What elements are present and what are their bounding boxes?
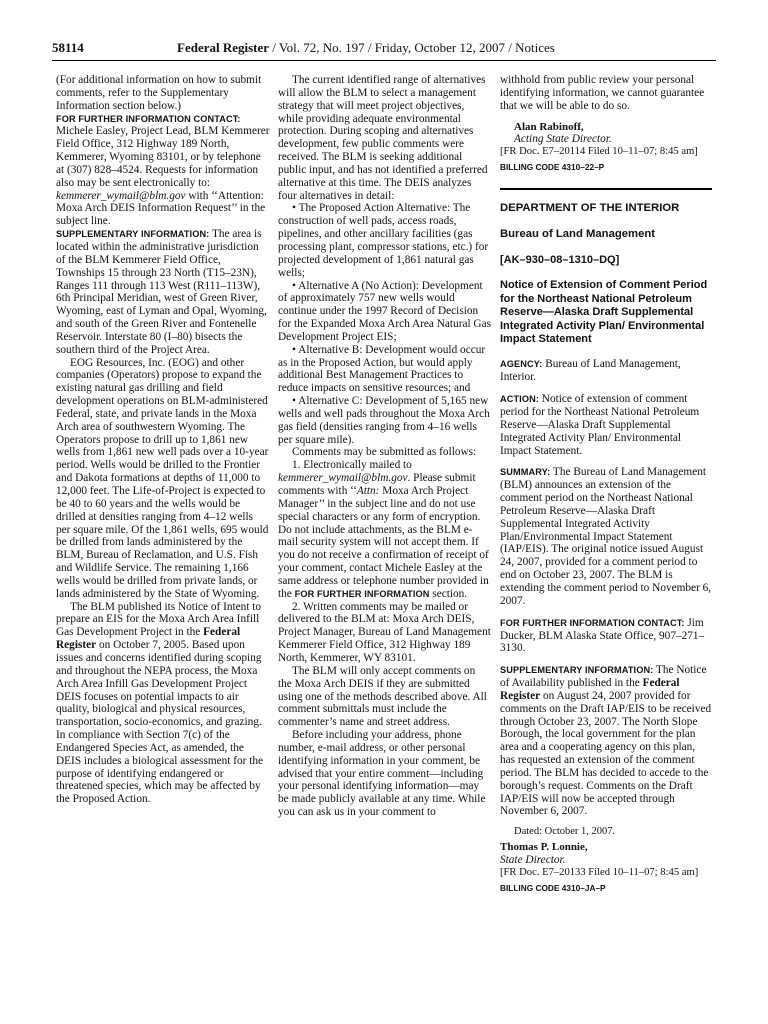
running-header: [52, 40, 716, 61]
fr-doc-line: [FR Doc. E7–20133 Filed 10–11–07; 8:45 am]: [500, 866, 699, 878]
column-3: [500, 74, 712, 895]
paragraph-text: The area is located within the administrative jurisdiction of the BLM Kemmerer Field Office, Townships 15 through 23 North (T15–23N), Ranges 111 through 113 West (R111–113W), 6th Principal Meridian, west of Green River, Wyoming, east of Lyman and Opal, Wyoming, and south of the Green River and Fontenelle Reservoir. Interstate 80 (I–80) bisects the southern third of the Project Area.: [56, 228, 267, 356]
paragraph-text: . Please submit comments with ‘‘: [278, 472, 476, 497]
supplementary-section: [56, 228, 270, 356]
paragraph: Before including your address, phone number, e-mail address, or other personal identifying information in your comment, be advised that your entire comment—including your personal identifying information—may be made publicly available at any time. While you can ask us in your comment to: [278, 729, 486, 819]
contact-section: [56, 113, 270, 229]
paragraph-text: The Bureau of Land Management (BLM) announces an extension of the comment period on the Northeast National Petroleum Reserve—Alaska Draft Supplemental Integrated Activity Plan/Environmental Impact Statement (IAP/EIS). The original notice issued August 24, 2007, provided for a comment period to end on October 23, 2007. The BLM is extending the comment period to November 6, 2007.: [500, 466, 712, 607]
paragraph-text: Notice of extension of comment period for the Northeast National Petroleum Reserve—Alaska Draft Supplemental Integrated Activity Plan/ Environmental Impact Statement.: [500, 393, 700, 457]
paragraph: The BLM will only accept comments on the Moxa Arch DEIS if they are submitted using one of the methods described above. All comment submittals must include the commenter’s name and street address.: [278, 664, 487, 729]
page-number: 58114: [52, 40, 84, 55]
section-label: AGENCY:: [500, 359, 543, 370]
paragraph: EOG Resources, Inc. (EOG) and other companies (Operators) propose to expand the existing natural gas drilling and field development operations on BLM-administered Federal, state, and private lands in the Moxa Arch area of southwestern Wyoming. The Operators propose to drill up to 1,861 new wells from 1,861 new well pads over a 10-year period. Wells would be drilled to the Frontier and Dakota formations at depths of 11,000 to 12,000 feet. The Life-of-Project is expected to be 40 to 60 years and the wells would be drilled at densities ranging from 4–12 wells per square mile. Of the 1,861 wells, 695 would be drilled from lands administered by the BLM, Bureau of Reclamation, and U.S. Fish and Wildlife Service. The remaining 1,166 wells would be drilled from private lands, or lands administered by the State of Wyoming.: [56, 356, 269, 600]
paragraph-text: Michele Easley, Project Lead, BLM Kemmerer Field Office, 312 Highway 189 North, Kemmerer, Wyoming 83101, or by telephone at (307) 828–4524. Requests for information also may be sent electronically to:: [56, 125, 270, 189]
paragraph-text: section.: [429, 587, 468, 600]
paragraph: The current identified range of alternatives will allow the BLM to select a management strategy that will meet project objectives, while providing adequate environmental protection. During scoping and alternatives development, few public comments were received. The BLM is seeking additional public input, and has not identified a preferred alternative at this time. The DEIS analyzes four alternatives in detail:: [278, 74, 488, 202]
paragraph: (For additional information on how to submit comments, refer to the Supplementary Information section below.): [56, 74, 262, 112]
paragraph-text: 1. Electronically mailed to: [292, 459, 412, 472]
paragraph: Comments may be submitted as follows:: [292, 446, 477, 459]
action-section: [500, 393, 712, 457]
docket-number: [AK–930–08–1310–DQ]: [500, 253, 620, 266]
email-address: kemmerer_wymail@blm.gov: [56, 189, 186, 202]
paragraph-text: with ‘‘Attention: Moxa Arch DEIS Information Request’’ in the subject line.: [56, 189, 266, 228]
publication-name: Federal Register: [56, 626, 241, 652]
dated-line: Dated: October 1, 2007.: [514, 826, 616, 838]
list-item: • Alternative C: Development of 5,165 new wells and well pads throughout the Moxa Arch gas field (densities ranging from 4–16 wells per square mile).: [278, 395, 490, 446]
paragraph: [56, 601, 270, 807]
paragraph-text: Moxa Arch Project Manager’’ in the subject line and do not use special characters or any form of encryption. Do not include attachments, as the BLM e-mail security system will not accept them. If you do not receive a confirmation of receipt of your comment, contact Michele Easley at the same address or telephone number provided in the: [278, 485, 489, 600]
emphasis: Attn:: [356, 485, 380, 497]
billing-code: BILLING CODE 4310–JA–P: [500, 882, 606, 893]
section-divider: [500, 188, 712, 190]
bureau-heading: Bureau of Land Management: [500, 227, 656, 240]
list-item: • Alternative B: Development would occur as in the Proposed Action, but would apply additional Best Management Practices to reduce impacts on sensitive resources; and: [278, 343, 486, 395]
list-item: 2. Written comments may be mailed or delivered to the BLM at: Moxa Arch DEIS, Project Manager, Bureau of Land Management Kemmerer Field Office, 312 Highway 189 North, Kemmerer, WY 83101.: [278, 600, 491, 664]
list-item: • The Proposed Action Alternative: The construction of well pads, access roads, pipelines, and other ancillary facilities (gas processing plant, compressor stations, etc.) for projected development of 1,861 natural gas wells;: [278, 202, 489, 279]
paragraph-text: on August 24, 2007 provided for comments on the Draft IAP/EIS to be received through October 23, 2007. The North Slope Borough, the local government for the plan area and a cooperating agency on this plan, has requested an extension of the comment period. The BLM has decided to accede to the borough’s request. Comments on the Draft IAP/EIS will now be accepted through November 6, 2007.: [500, 689, 712, 818]
notice-title: Notice of Extension of Comment Period for the Northeast National Petroleum Reserve—Alaska Draft Supplemental Integrated Activity Plan/ Environmental Impact Statement: [500, 279, 708, 346]
journal-name: Federal Register: [177, 40, 270, 55]
supplementary-section: [500, 664, 712, 818]
list-item: [278, 459, 491, 600]
section-label: SUMMARY:: [500, 467, 551, 478]
signature-name: Thomas P. Lonnie,: [500, 841, 588, 854]
fr-doc-line: [FR Doc. E7–20114 Filed 10–11–07; 8:45 am]: [500, 146, 698, 158]
summary-section: [500, 466, 712, 607]
paragraph-text: Jim Ducker, BLM Alaska State Office, 907–271–3130.: [500, 616, 705, 655]
paragraph-text: The BLM published its Notice of Intent to prepare an EIS for the Moxa Arch Area Infill Gas Development Project in the: [56, 600, 262, 639]
section-label: SUPPLEMENTARY INFORMATION:: [56, 229, 210, 240]
signature-name: Alan Rabinoff,: [514, 120, 584, 133]
contact-section: [500, 617, 712, 656]
paragraph-text: on October 7, 2005. Based upon issues and concerns identified during scoping and throughout the NEPA process, the Moxa Arch Area Infill Gas Development Project DEIS focuses on potential impacts to air quality, biological and physical resources, transportation, socio-economics, and grazing. In compliance with Section 7(c) of the Endangered Species Act, as amended, the DEIS includes a biological assessment for the purpose of identifying endangered or threatened species, which may be affected by the Proposed Action.: [56, 639, 264, 806]
publication-name: Federal Register: [500, 677, 680, 702]
paragraph-text: The Notice of Availability published in the: [500, 664, 707, 690]
email-address: kemmerer_wymail@blm.gov: [278, 472, 408, 485]
signature-title: State Director.: [500, 854, 566, 866]
column-1: [56, 74, 270, 806]
section-label: SUPPLEMENTARY INFORMATION:: [500, 665, 654, 676]
section-label: FOR FURTHER INFORMATION CONTACT:: [500, 617, 685, 628]
department-heading: DEPARTMENT OF THE INTERIOR: [500, 201, 680, 214]
paragraph: withhold from public review your personal identifying information, we cannot guarantee that we will be able to do so.: [500, 74, 705, 112]
billing-code: BILLING CODE 4310–22–P: [500, 162, 605, 173]
section-label: ACTION:: [500, 394, 539, 405]
paragraph-text: Bureau of Land Management, Interior.: [500, 358, 681, 384]
header-citation: [177, 40, 555, 56]
section-reference: FOR FURTHER INFORMATION: [294, 588, 430, 599]
column-2: [278, 74, 491, 819]
list-item: • Alternative A (No Action): Development of approximately 757 new wells would continue under the 1997 Record of Decision for the Expanded Moxa Arch Area Natural Gas Development Project EIS;: [278, 279, 491, 343]
section-label: FOR FURTHER INFORMATION CONTACT:: [56, 113, 241, 124]
agency-section: [500, 358, 712, 384]
issue-info: / Vol. 72, No. 197 / Friday, October 12, 2007 / Notices: [269, 40, 555, 55]
signature-title: Acting State Director.: [514, 133, 612, 146]
